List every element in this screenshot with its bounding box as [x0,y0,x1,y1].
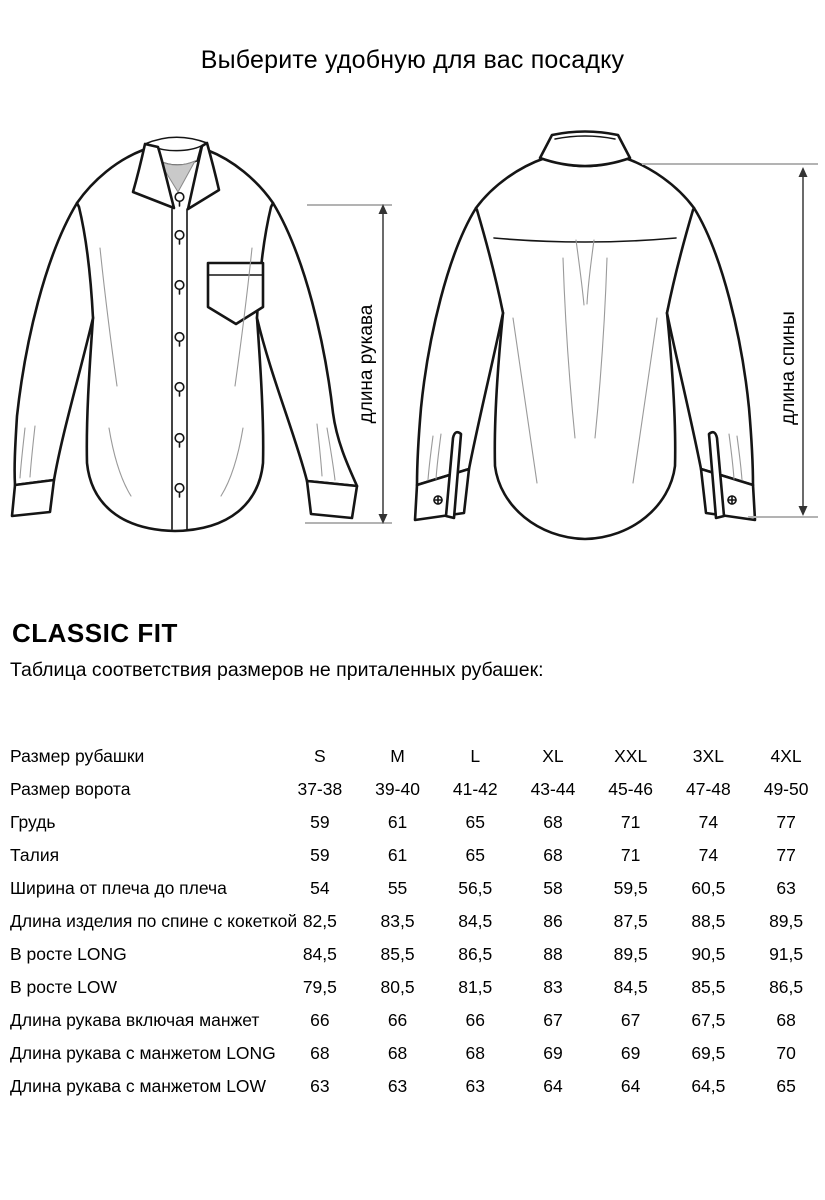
table-row [0,1070,825,1103]
size-table [0,740,825,1103]
size-table-body [0,740,825,1103]
size-value: 3XL [692,746,724,766]
row-label: Размер ворота [10,779,131,799]
size-value: 66 [465,1010,485,1030]
size-value: 41-42 [452,779,498,799]
size-value: 63 [465,1076,485,1096]
size-value: 68 [776,1010,796,1030]
table-row [0,806,825,839]
size-value: 68 [387,1043,408,1063]
size-value: 56,5 [458,878,493,898]
size-value: 67,5 [691,1010,726,1030]
size-value: 67 [620,1010,641,1030]
size-value: 86,5 [769,977,804,997]
size-value: 37-38 [297,779,343,799]
size-value: 60,5 [691,878,726,898]
size-value: 65 [465,845,485,865]
size-value: 69,5 [691,1043,726,1063]
row-label: Талия [10,845,60,865]
size-value: 68 [310,1043,330,1063]
size-value: 80,5 [380,977,415,997]
size-value: 54 [310,878,330,898]
size-value: 83,5 [380,911,415,931]
size-value: 59,5 [613,878,648,898]
row-label: Длина рукава с манжетом LOW [10,1076,267,1096]
size-value: 69 [543,1043,563,1063]
row-label: Грудь [10,812,56,832]
fit-heading: CLASSIC FIT [12,618,178,648]
size-value: 68 [543,812,563,832]
size-value: 77 [776,812,796,832]
size-value: 74 [698,812,719,832]
table-row [0,740,825,773]
size-value: 84,5 [458,911,493,931]
size-value: 43-44 [530,779,576,799]
size-value: 59 [310,845,330,865]
row-label: В росте LOW [10,977,118,997]
table-row [0,1004,825,1037]
table-subtitle: Таблица соответствия размеров не приталенных рубашек: [10,659,544,681]
size-value: 64,5 [691,1076,726,1096]
size-value: 83 [543,977,563,997]
size-value: 88,5 [691,911,726,931]
size-value: 63 [310,1076,330,1096]
size-value: 65 [465,812,485,832]
table-row [0,938,825,971]
size-value: 67 [543,1010,563,1030]
table-row [0,773,825,806]
size-value: 87,5 [613,911,648,931]
size-value: 84,5 [302,944,337,964]
size-value: 88 [543,944,563,964]
size-value: L [470,746,481,766]
size-value: 89,5 [769,911,804,931]
size-value: XXL [614,746,648,766]
back-length-label: длина спины [778,311,799,425]
size-value: 89,5 [613,944,648,964]
row-label: В росте LONG [10,944,127,964]
sleeve-length-dimension [305,204,392,524]
size-value: S [314,746,326,766]
size-value: 61 [387,845,408,865]
size-value: 71 [620,812,641,832]
size-value: 63 [387,1076,408,1096]
arrow-up-icon [799,167,808,177]
size-value: 47-48 [685,779,731,799]
row-label: Длина рукава с манжетом LONG [10,1043,276,1063]
table-row [0,971,825,1004]
size-value: 77 [776,845,796,865]
size-value: 45-46 [608,779,654,799]
size-value: 64 [543,1076,563,1096]
size-value: 86 [543,911,563,931]
size-value: 70 [776,1043,796,1063]
table-row [0,1037,825,1070]
size-value: 61 [387,812,408,832]
size-value: 4XL [770,746,802,766]
size-value: 85,5 [380,944,415,964]
size-value: 74 [698,845,719,865]
size-value: 90,5 [691,944,726,964]
size-value: 66 [310,1010,330,1030]
size-value: 59 [310,812,330,832]
size-value: 82,5 [302,911,337,931]
arrow-down-icon [799,506,808,516]
row-label: Длина изделия по спине с кокеткой [10,911,298,931]
size-value: M [390,746,405,766]
table-row [0,872,825,905]
size-value: 55 [387,878,408,898]
size-value: 39-40 [375,779,420,799]
sleeve-length-label: длина рукава [356,304,377,424]
row-label: Длина рукава включая манжет [10,1010,260,1030]
size-value: 64 [620,1076,641,1096]
row-label: Ширина от плеча до плеча [10,878,227,898]
size-value: 68 [465,1043,485,1063]
size-value: 58 [543,878,563,898]
size-value: 65 [776,1076,796,1096]
size-value: 49-50 [763,779,809,799]
table-row [0,839,825,872]
size-value: 85,5 [691,977,726,997]
size-value: 79,5 [302,977,337,997]
size-value: XL [542,746,564,766]
table-row [0,905,825,938]
size-value: 71 [620,845,641,865]
size-value: 86,5 [458,944,493,964]
size-value: 84,5 [613,977,648,997]
row-label: Размер рубашки [10,746,145,766]
size-value: 91,5 [769,944,804,964]
size-value: 68 [543,845,563,865]
size-value: 81,5 [458,977,493,997]
size-value: 63 [776,878,796,898]
size-value: 66 [387,1010,408,1030]
page-title: Выберите удобную для вас посадку [200,46,625,74]
size-value: 69 [620,1043,641,1063]
back-length-dimension [642,164,818,517]
